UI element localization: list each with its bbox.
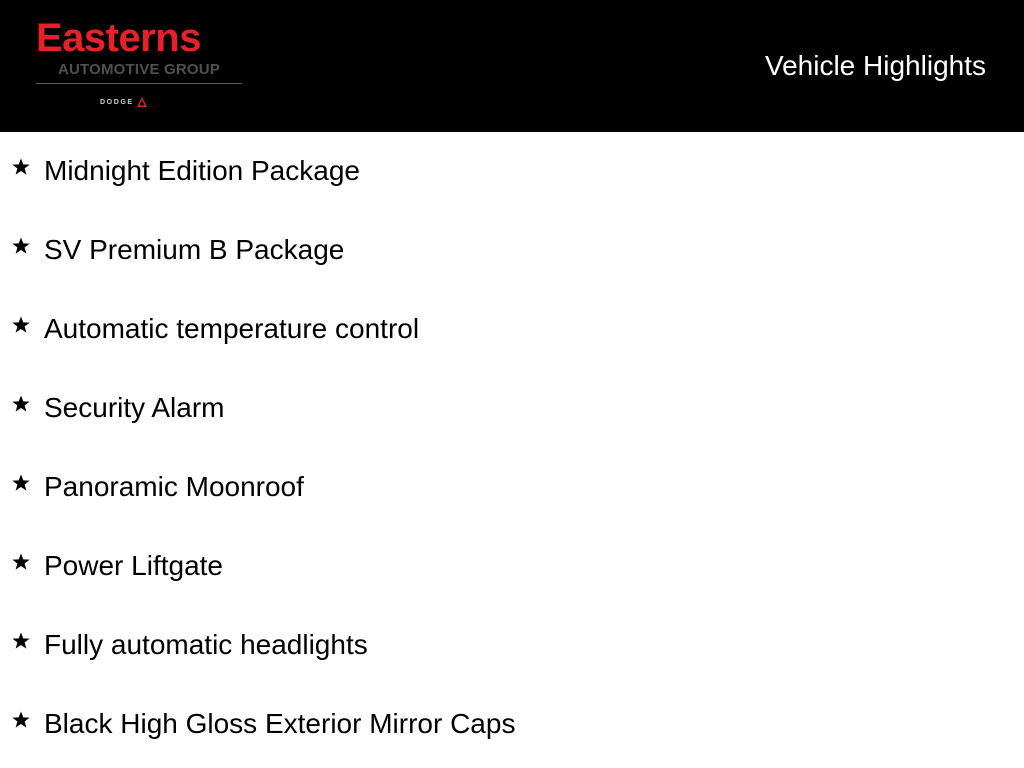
highlight-label: Panoramic Moonroof [44, 471, 304, 502]
star-icon [11, 157, 31, 177]
dodge-brand-mark [100, 95, 148, 109]
star-icon [11, 631, 31, 651]
list-item [0, 685, 1024, 764]
brand-name: DODGE [100, 98, 134, 106]
highlight-label: Security Alarm [44, 392, 225, 423]
logo-wordmark: Easterns [36, 16, 201, 60]
highlight-label: Automatic temperature control [44, 313, 420, 344]
star-icon [11, 710, 31, 730]
list-item [0, 290, 1024, 369]
logo-tagline: AUTOMOTIVE GROUP [57, 61, 221, 78]
page-title: Vehicle Highlights [764, 50, 986, 81]
star-icon [11, 473, 31, 493]
page-header [0, 0, 1024, 132]
logo-divider [36, 83, 242, 84]
star-icon [11, 394, 31, 414]
list-item [0, 132, 1024, 211]
highlight-label: Fully automatic headlights [44, 629, 368, 660]
highlight-label: Power Liftgate [44, 550, 223, 581]
list-item [0, 211, 1024, 290]
highlight-label: Midnight Edition Package [44, 155, 360, 186]
list-item [0, 606, 1024, 685]
list-item [0, 448, 1024, 527]
star-icon [11, 315, 31, 335]
list-item [0, 527, 1024, 606]
highlight-label: Black High Gloss Exterior Mirror Caps [44, 708, 516, 739]
star-icon [11, 236, 31, 256]
star-icon [11, 552, 31, 572]
list-item [0, 369, 1024, 448]
highlight-label: SV Premium B Package [44, 234, 345, 265]
vehicle-highlights-list [0, 132, 1024, 764]
easterns-logo [36, 16, 242, 110]
dodge-triangle-icon [136, 96, 148, 108]
